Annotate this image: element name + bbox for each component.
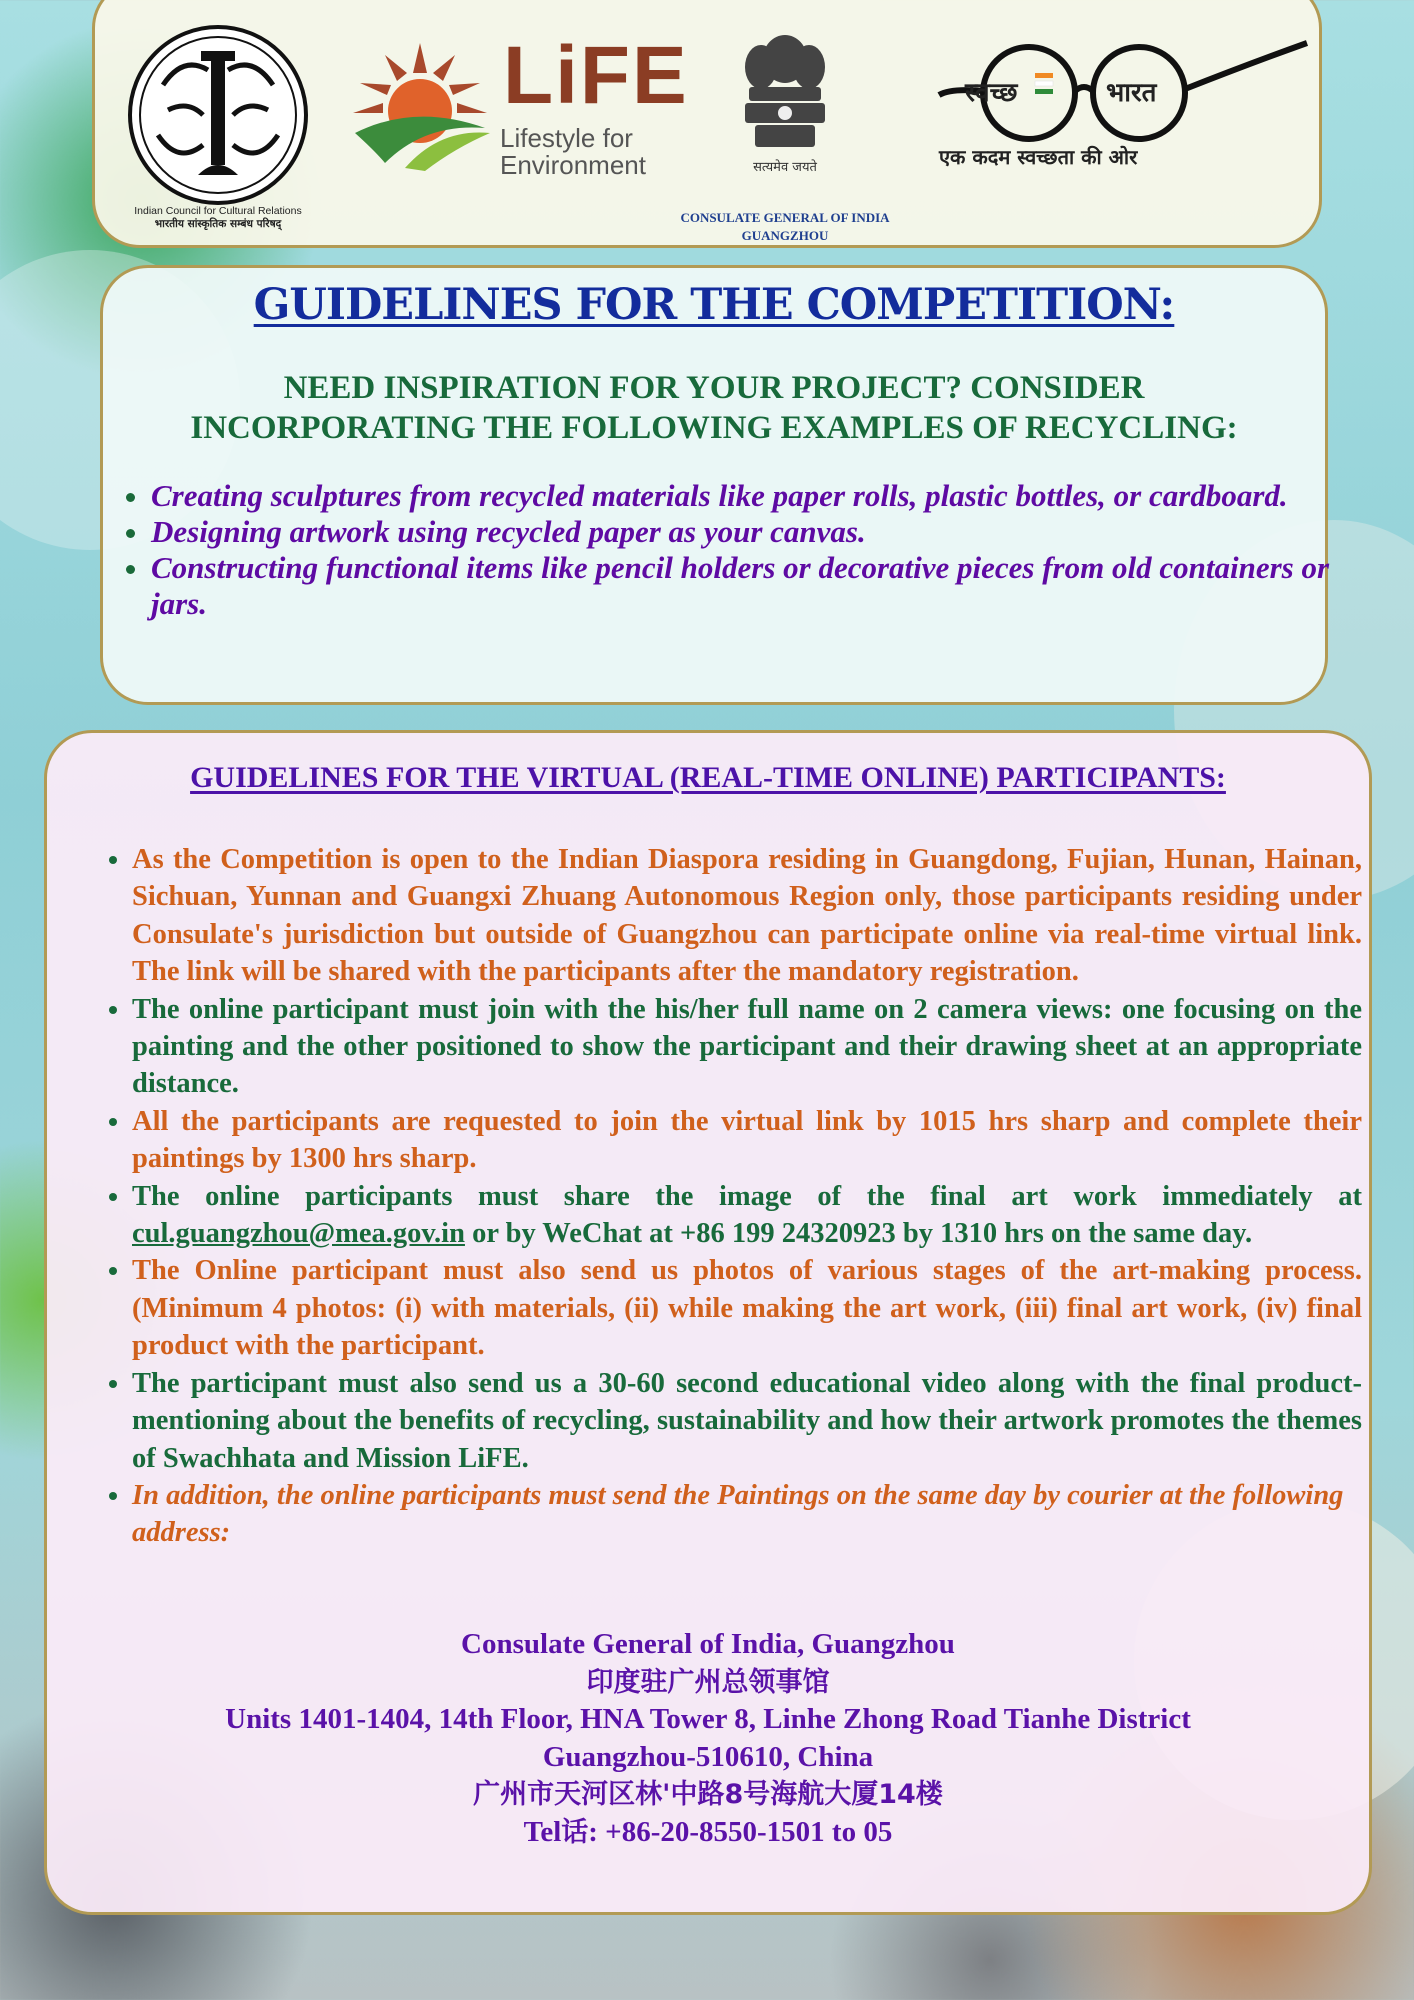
swachh-tagline: एक कदम स्वच्छता की ओर bbox=[939, 145, 1138, 169]
list-item: • Designing artwork using recycled paper as your canvas. bbox=[151, 514, 1341, 550]
address-line: Guangzhou-510610, China bbox=[542, 1740, 874, 1773]
list-item: • Constructing functional items like pencil holders or decorative pieces from old containers or jars. bbox=[151, 550, 1341, 622]
iccr-emblem-icon bbox=[123, 25, 313, 205]
iccr-caption-hi: भारतीय सांस्कृतिक सम्बंध परिषद् bbox=[154, 218, 282, 230]
consulate-line1: CONSULATE GENERAL OF INDIA bbox=[680, 210, 890, 225]
consulate-address bbox=[47, 1626, 1369, 1851]
virtual-title: GUIDELINES FOR THE VIRTUAL (REAL-TIME ONLINE) PARTICIPANTS: bbox=[190, 761, 1226, 794]
list-item: • Creating sculptures from recycled materials like paper rolls, plastic bottles, or cardboard. bbox=[151, 478, 1341, 514]
swachh-word: स्वच्छ bbox=[965, 78, 1018, 108]
recycling-examples-list bbox=[111, 478, 1341, 622]
life-subtitle-line2: Environment bbox=[500, 150, 646, 180]
swachh-bharat-logo bbox=[931, 33, 1311, 183]
competition-guidelines-card bbox=[100, 265, 1328, 705]
list-item: • The online participant must join with the his/her full name on 2 camera views: one focusing on the painting and the other positioned to show the participant and their drawing sheet at an appropriate distance. bbox=[132, 991, 1362, 1103]
life-title: LiFE bbox=[503, 30, 689, 121]
emblem-motto: सत्यमेव जयते bbox=[753, 160, 817, 175]
tel-number: : +86-20-8550-1501 to 05 bbox=[588, 1815, 893, 1848]
item-text: The online participants must share the image of the final art work immediately at bbox=[132, 1180, 1362, 1212]
email-link[interactable]: cul.guangzhou@mea.gov.in bbox=[132, 1218, 465, 1250]
item-text: or by WeChat at +86 199 24320923 by 1310 hrs on the same day. bbox=[464, 1218, 1253, 1250]
logo-header bbox=[92, 0, 1322, 248]
telephone-line bbox=[47, 1814, 1369, 1852]
competition-title: GUIDELINES FOR THE COMPETITION: bbox=[253, 280, 1175, 330]
competition-subtitle bbox=[103, 368, 1325, 448]
iccr-logo bbox=[123, 25, 313, 230]
consulate-line2: GUANGZHOU bbox=[741, 228, 829, 243]
virtual-guidelines-card bbox=[44, 730, 1372, 1915]
consulate-caption bbox=[665, 209, 905, 245]
address-line-chinese: 广州市天河区林'中路8号海航大厦14楼 bbox=[473, 1779, 943, 1810]
list-item bbox=[132, 1178, 1362, 1253]
address-line: Units 1401-1404, 14th Floor, HNA Tower 8, Linhe Zhong Road Tianhe District bbox=[225, 1703, 1191, 1735]
life-logo bbox=[345, 30, 689, 180]
ashoka-emblem-icon bbox=[665, 29, 905, 159]
list-item: • As the Competition is open to the Indian Diaspora residing in Guangdong, Fujian, Hunan, Hainan, Sichuan, Yunnan and Guangxi Zhuang Autonomous Region only, those participants residing under Consulate's jurisdiction but outside of Guangzhou can participate online via real-time virtual link. The link will be shared with the participants after the mandatory registration. bbox=[132, 841, 1362, 991]
list-item: • The participant must also send us a 30-60 second educational video along with the final product- mentioning about the benefits of recycling, sustainability and how their artwork promotes the themes of Swachhata and Mission LiFE. bbox=[132, 1365, 1362, 1477]
life-subtitle bbox=[500, 125, 646, 179]
competition-subtitle-line1: NEED INSPIRATION FOR YOUR PROJECT? CONSIDER bbox=[283, 370, 1145, 406]
address-line-chinese: 印度驻广州总领事馆 bbox=[586, 1666, 830, 1698]
competition-subtitle-line2: INCORPORATING THE FOLLOWING EXAMPLES OF RECYCLING: bbox=[190, 410, 1238, 446]
list-item: • The Online participant must also send us photos of various stages of the art-making process. (Minimum 4 photos: (i) with materials, (ii) while making the art work, (iii) final art work, (iv) final product with the participant. bbox=[132, 1252, 1362, 1364]
sun-leaf-icon bbox=[345, 33, 495, 173]
virtual-guidelines-list bbox=[89, 841, 1362, 1552]
list-item: • All the participants are requested to join the virtual link by 1015 hrs sharp and complete their paintings by 1300 hrs sharp. bbox=[132, 1103, 1362, 1178]
bharat-word: भारत bbox=[1106, 78, 1157, 108]
iccr-caption-en: Indian Council for Cultural Relations bbox=[134, 205, 302, 217]
life-subtitle-line1: Lifestyle for bbox=[500, 123, 633, 153]
address-line: Consulate General of India, Guangzhou bbox=[461, 1628, 955, 1660]
national-emblem bbox=[665, 29, 905, 243]
tel-prefix: Tel bbox=[523, 1815, 562, 1848]
list-item: • In addition, the online participants must send the Paintings on the same day by courier at the following address: bbox=[132, 1477, 1362, 1552]
tel-prefix-chinese: 话 bbox=[561, 1816, 589, 1848]
